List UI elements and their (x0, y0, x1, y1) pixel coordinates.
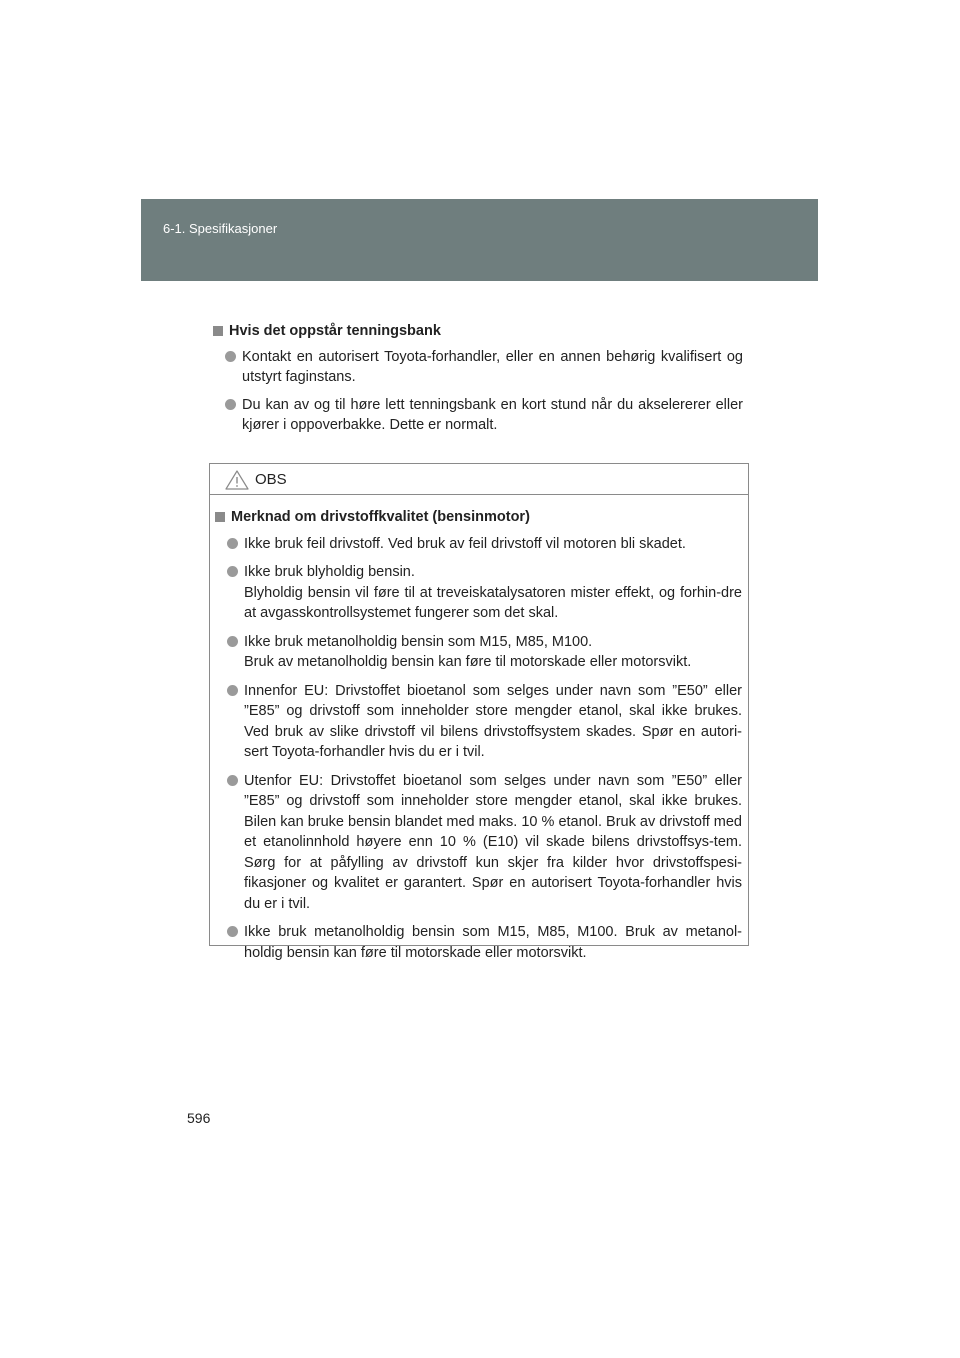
list-item-text: Ikke bruk feil drivstoff. Ved bruk av feil drivstoff vil motoren bli skadet. (244, 535, 686, 552)
header-band (141, 199, 818, 281)
list-item (215, 562, 742, 624)
list-item (215, 632, 742, 673)
square-bullet-icon (213, 326, 223, 336)
list-item-text: Ikke bruk metanolholdig bensin som M15, M85, M100. (244, 633, 593, 650)
obs-title: OBS (255, 471, 287, 488)
list-item (213, 395, 743, 435)
circle-bullet-icon (225, 399, 236, 410)
circle-bullet-icon (227, 538, 238, 549)
list-item (215, 681, 742, 763)
warning-triangle-icon (225, 470, 249, 490)
circle-bullet-icon (227, 566, 238, 577)
circle-bullet-icon (227, 775, 238, 786)
circle-bullet-icon (227, 636, 238, 647)
intro-heading (213, 321, 743, 341)
section-label: 6-1. Spesifikasjoner (163, 221, 278, 236)
intro-section (213, 321, 743, 443)
list-item (213, 347, 743, 387)
obs-heading (215, 507, 742, 528)
page-number: 596 (187, 1110, 211, 1126)
list-item (215, 922, 742, 963)
obs-header (210, 464, 748, 495)
list-item-text: Bruk av metanolholdig bensin kan føre til motorskade eller motorsvikt. (244, 654, 692, 670)
circle-bullet-icon (227, 926, 238, 937)
list-item (215, 771, 742, 915)
list-item-text: Blyholdig bensin vil føre til at treveiskatalysatoren mister effekt, og forhin-dre at avgasskontrollsystemet fungerer som det skal. (244, 584, 742, 621)
list-item-text: Ikke bruk blyholdig bensin. (244, 564, 415, 580)
square-bullet-icon (215, 512, 225, 522)
intro-heading-text: Hvis det oppstår tenningsbank (229, 323, 441, 339)
obs-heading-text: Merknad om drivstoffkvalitet (bensinmotor) (231, 509, 530, 525)
obs-body (210, 495, 748, 963)
obs-box (209, 463, 749, 961)
circle-bullet-icon (227, 685, 238, 696)
list-item-text: Utenfor EU: Drivstoffet bioetanol som selges under navn som ”E50” eller ”E85” og drivstoff som inneholder store mengder etanol, skal ikke brukes. Bilen kan bruke bensin blandet med maks. 10 % etanol. Bruk av drivstoff med et etanolinnhold høyere enn 10 % (E10) vil skade bilens drivstoffsys-tem. Sørg for at påfylling av drivstoff kun skjer fra kilder hvor drivstoffspesi-fikasjoner og kvalitet er garantert. Spør en autorisert Toyota-forhandler hvis du er i tvil. (244, 772, 742, 912)
circle-bullet-icon (225, 351, 236, 362)
list-item-text: Du kan av og til høre lett tenningsbank en kort stund når du akselererer eller kjører i oppoverbakke. Dette er normalt. (242, 397, 743, 433)
list-item-text: Ikke bruk metanolholdig bensin som M15, M85, M100. Bruk av metanol-holdig bensin kan føre til motorskade eller motorsvikt. (244, 924, 742, 961)
list-item-text: Innenfor EU: Drivstoffet bioetanol som selges under navn som ”E50” eller ”E85” og drivstoff som inneholder store mengder etanol, skal ikke brukes. Ved bruk av slike drivstoff vil bilens drivstoffsystem skades. Spør en autori-sert Toyota-forhandler hvis du er i tvil. (244, 682, 742, 760)
list-item-text: Kontakt en autorisert Toyota-forhandler, eller en annen behørig kvalifisert og utstyrt faginstans. (242, 349, 743, 385)
list-item (215, 534, 742, 555)
